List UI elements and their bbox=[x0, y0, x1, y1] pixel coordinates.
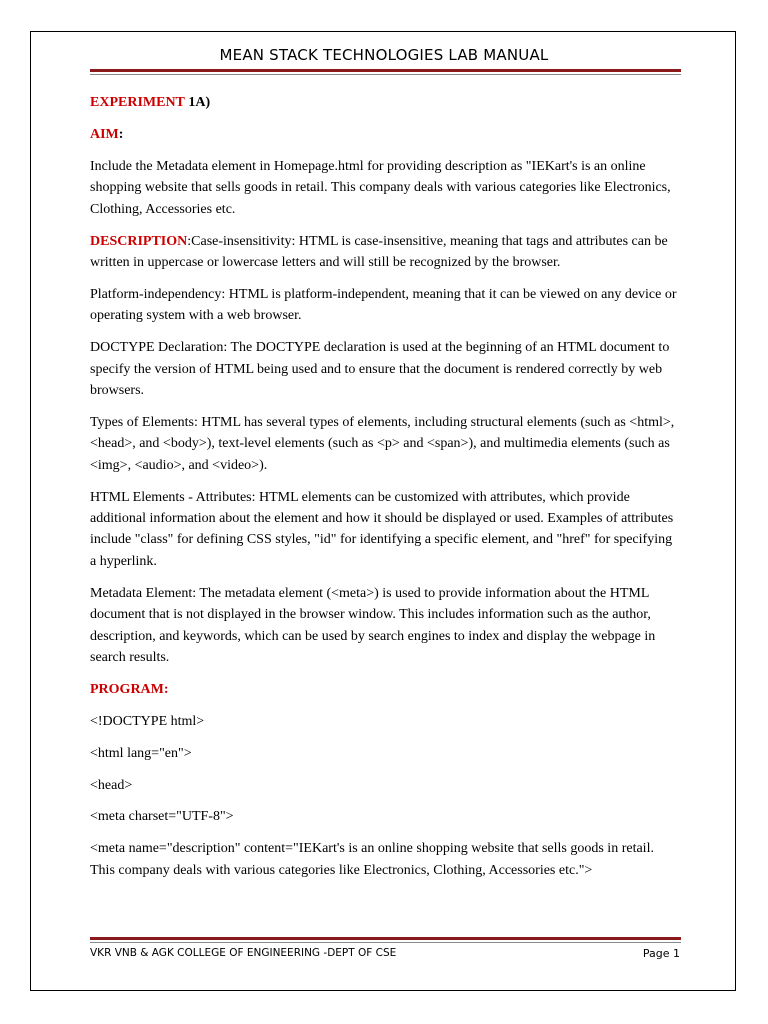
footer-rule-red bbox=[90, 937, 681, 940]
description-text-1: :Case-insensitivity: HTML is case-insensitive, meaning that tags and attributes can be written in uppercase or lowercase letters and will still be recognized by the browser. bbox=[90, 233, 668, 270]
program-line: <html lang="en"> bbox=[90, 745, 192, 761]
page-header-title: MEAN STACK TECHNOLOGIES LAB MANUAL bbox=[219, 46, 549, 64]
program-line: <meta name="description" content="IEKart's is an online shopping website that sells goods in retail. This company deals with various categories like Electronics, Clothing, Accessories etc."> bbox=[90, 841, 654, 878]
footer-rule-gray bbox=[90, 942, 681, 943]
program-line: <!DOCTYPE html> bbox=[90, 713, 205, 729]
aim-heading bbox=[90, 124, 680, 145]
aim-colon: : bbox=[118, 126, 124, 142]
experiment-heading bbox=[90, 92, 680, 113]
header-rule-gray bbox=[90, 74, 681, 75]
header-rule-red bbox=[90, 69, 681, 72]
experiment-label: EXPERIMENT bbox=[90, 95, 185, 110]
description-paragraph-3: DOCTYPE Declaration: The DOCTYPE declaration is used at the beginning of an HTML document to specify the version of HTML being used and to ensure that the document is rendered correctly by web browsers. bbox=[90, 340, 670, 398]
footer-college-name: VKR VNB & AGK COLLEGE OF ENGINEERING -DEPT OF CSE bbox=[90, 947, 397, 959]
description-paragraph-2: Platform-independency: HTML is platform-independent, meaning that it can be viewed on any device or operating system with a web browser. bbox=[90, 286, 677, 324]
aim-label: AIM bbox=[90, 126, 119, 142]
description-paragraph-5: HTML Elements - Attributes: HTML elements can be customized with attributes, which provide additional information about the element and how it should be displayed or used. Examples of attributes include "class" for defining CSS styles, "id" for identifying a specific element, and "href" for specifying a hyperlink. bbox=[90, 489, 674, 569]
aim-text: Include the Metadata element in Homepage.html for providing description as "IEKart's is an online shopping website that sells goods in retail. This company deals with various categories like Electronics, Clothing, Accessories etc. bbox=[90, 158, 671, 217]
description-label: DESCRIPTION bbox=[90, 233, 188, 249]
program-heading: PROGRAM: bbox=[90, 681, 169, 697]
footer-page-number: Page 1 bbox=[642, 947, 680, 960]
program-line: <head> bbox=[90, 777, 133, 793]
document-body bbox=[90, 92, 680, 892]
description-paragraph-6: Metadata Element: The metadata element (<meta>) is used to provide information about the HTML document that is not displayed in the browser window. This includes information such as the author, description, and keywords, which can be used by search engines to index and display the webpage in search results. bbox=[90, 585, 656, 665]
experiment-number: 1A) bbox=[188, 95, 211, 110]
description-paragraph-4: Types of Elements: HTML has several types of elements, including structural elements (such as <html>, <head>, and <body>), text-level elements (such as <p> and <span>), and multimedia elements (such as <img>, <audio>, and <video>). bbox=[90, 414, 675, 473]
program-line: <meta charset="UTF-8"> bbox=[90, 809, 234, 825]
description-paragraph-1 bbox=[90, 231, 680, 274]
